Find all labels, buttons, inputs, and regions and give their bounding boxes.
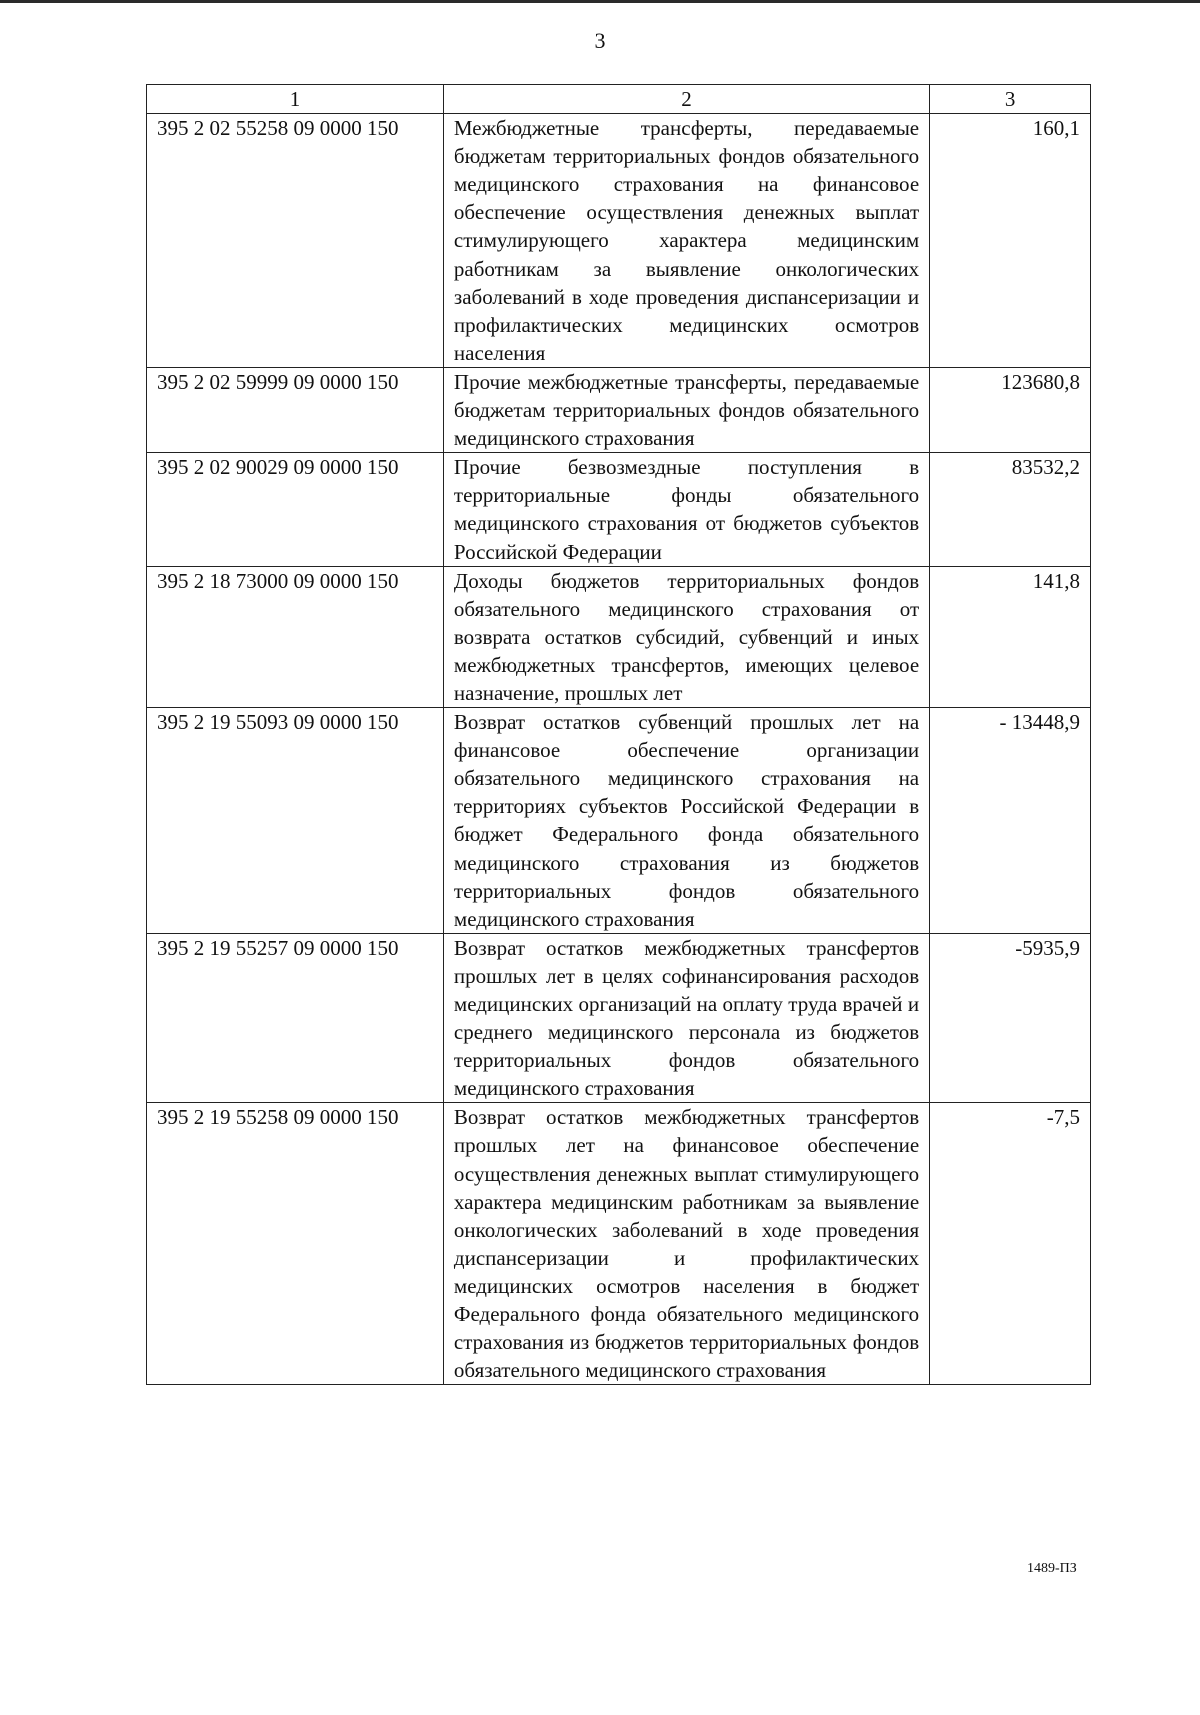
- budget-code: 395 2 19 55258 09 0000 150: [147, 1103, 444, 1385]
- amount: -7,5: [930, 1103, 1091, 1385]
- scan-edge: [0, 0, 1200, 3]
- amount: 141,8: [930, 566, 1091, 707]
- page-number: 3: [594, 28, 606, 53]
- budget-code: 395 2 19 55257 09 0000 150: [147, 933, 444, 1103]
- header-row: [147, 85, 1091, 114]
- budget-code: 395 2 02 90029 09 0000 150: [147, 453, 444, 566]
- budget-code: 395 2 19 55093 09 0000 150: [147, 708, 444, 934]
- income-description: Прочие межбюджетные трансферты, передаваемые бюджетам территориальных фондов обязательного медицинского страхования: [443, 367, 929, 452]
- table-row: [147, 114, 1091, 368]
- table-row: [147, 367, 1091, 452]
- budget-code: 395 2 02 59999 09 0000 150: [147, 367, 444, 452]
- income-description: Доходы бюджетов территориальных фондов обязательного медицинского страхования от возврата остатков субсидий, субвенций и иных межбюджетных трансфертов, имеющих целевое назначение, прошлых лет: [443, 566, 929, 707]
- document-reference: 1489-ПЗ: [1027, 1561, 1077, 1576]
- table-row: [147, 933, 1091, 1103]
- budget-code: 395 2 02 55258 09 0000 150: [147, 114, 444, 368]
- header-col-2: 2: [443, 85, 929, 114]
- budget-table: [146, 84, 1091, 1385]
- amount: 83532,2: [930, 453, 1091, 566]
- amount: 123680,8: [930, 367, 1091, 452]
- income-description: Прочие безвозмездные поступления в территориальные фонды обязательного медицинского страхования от бюджетов субъектов Российской Федерации: [443, 453, 929, 566]
- header-col-3: 3: [930, 85, 1091, 114]
- table-row: [147, 453, 1091, 566]
- amount: - 13448,9: [930, 708, 1091, 934]
- table-row: [147, 708, 1091, 934]
- income-description: Возврат остатков межбюджетных трансфертов прошлых лет в целях софинансирования расходов медицинских организаций на оплату труда врачей и среднего медицинского персонала из бюджетов территориальных фондов обязательного медицинского страхования: [443, 933, 929, 1103]
- income-description: Возврат остатков субвенций прошлых лет на финансовое обеспечение организации обязательного медицинского страхования на территориях субъектов Российской Федерации в бюджет Федерального фонда обязательного медицинского страхования из бюджетов территориальных фондов обязательного медицинского страхования: [443, 708, 929, 934]
- amount: 160,1: [930, 114, 1091, 368]
- amount: -5935,9: [930, 933, 1091, 1103]
- income-description: Возврат остатков межбюджетных трансфертов прошлых лет на финансовое обеспечение осуществления денежных выплат стимулирующего характера медицинским работникам за выявление онкологических заболеваний в ходе проведения диспансеризации и профилактических медицинских осмотров населения в бюджет Федерального фонда обязательного медицинского страхования из бюджетов территориальных фондов обязательного медицинского страхования: [443, 1103, 929, 1385]
- header-col-1: 1: [147, 85, 444, 114]
- table-row: [147, 1103, 1091, 1385]
- budget-code: 395 2 18 73000 09 0000 150: [147, 566, 444, 707]
- income-description: Межбюджетные трансферты, передаваемые бюджетам территориальных фондов обязательного медицинского страхования на финансовое обеспечение осуществления денежных выплат стимулирующего характера медицинским работникам за выявление онкологических заболеваний в ходе проведения диспансеризации и профилактических медицинских осмотров населения: [443, 114, 929, 368]
- table-row: [147, 566, 1091, 707]
